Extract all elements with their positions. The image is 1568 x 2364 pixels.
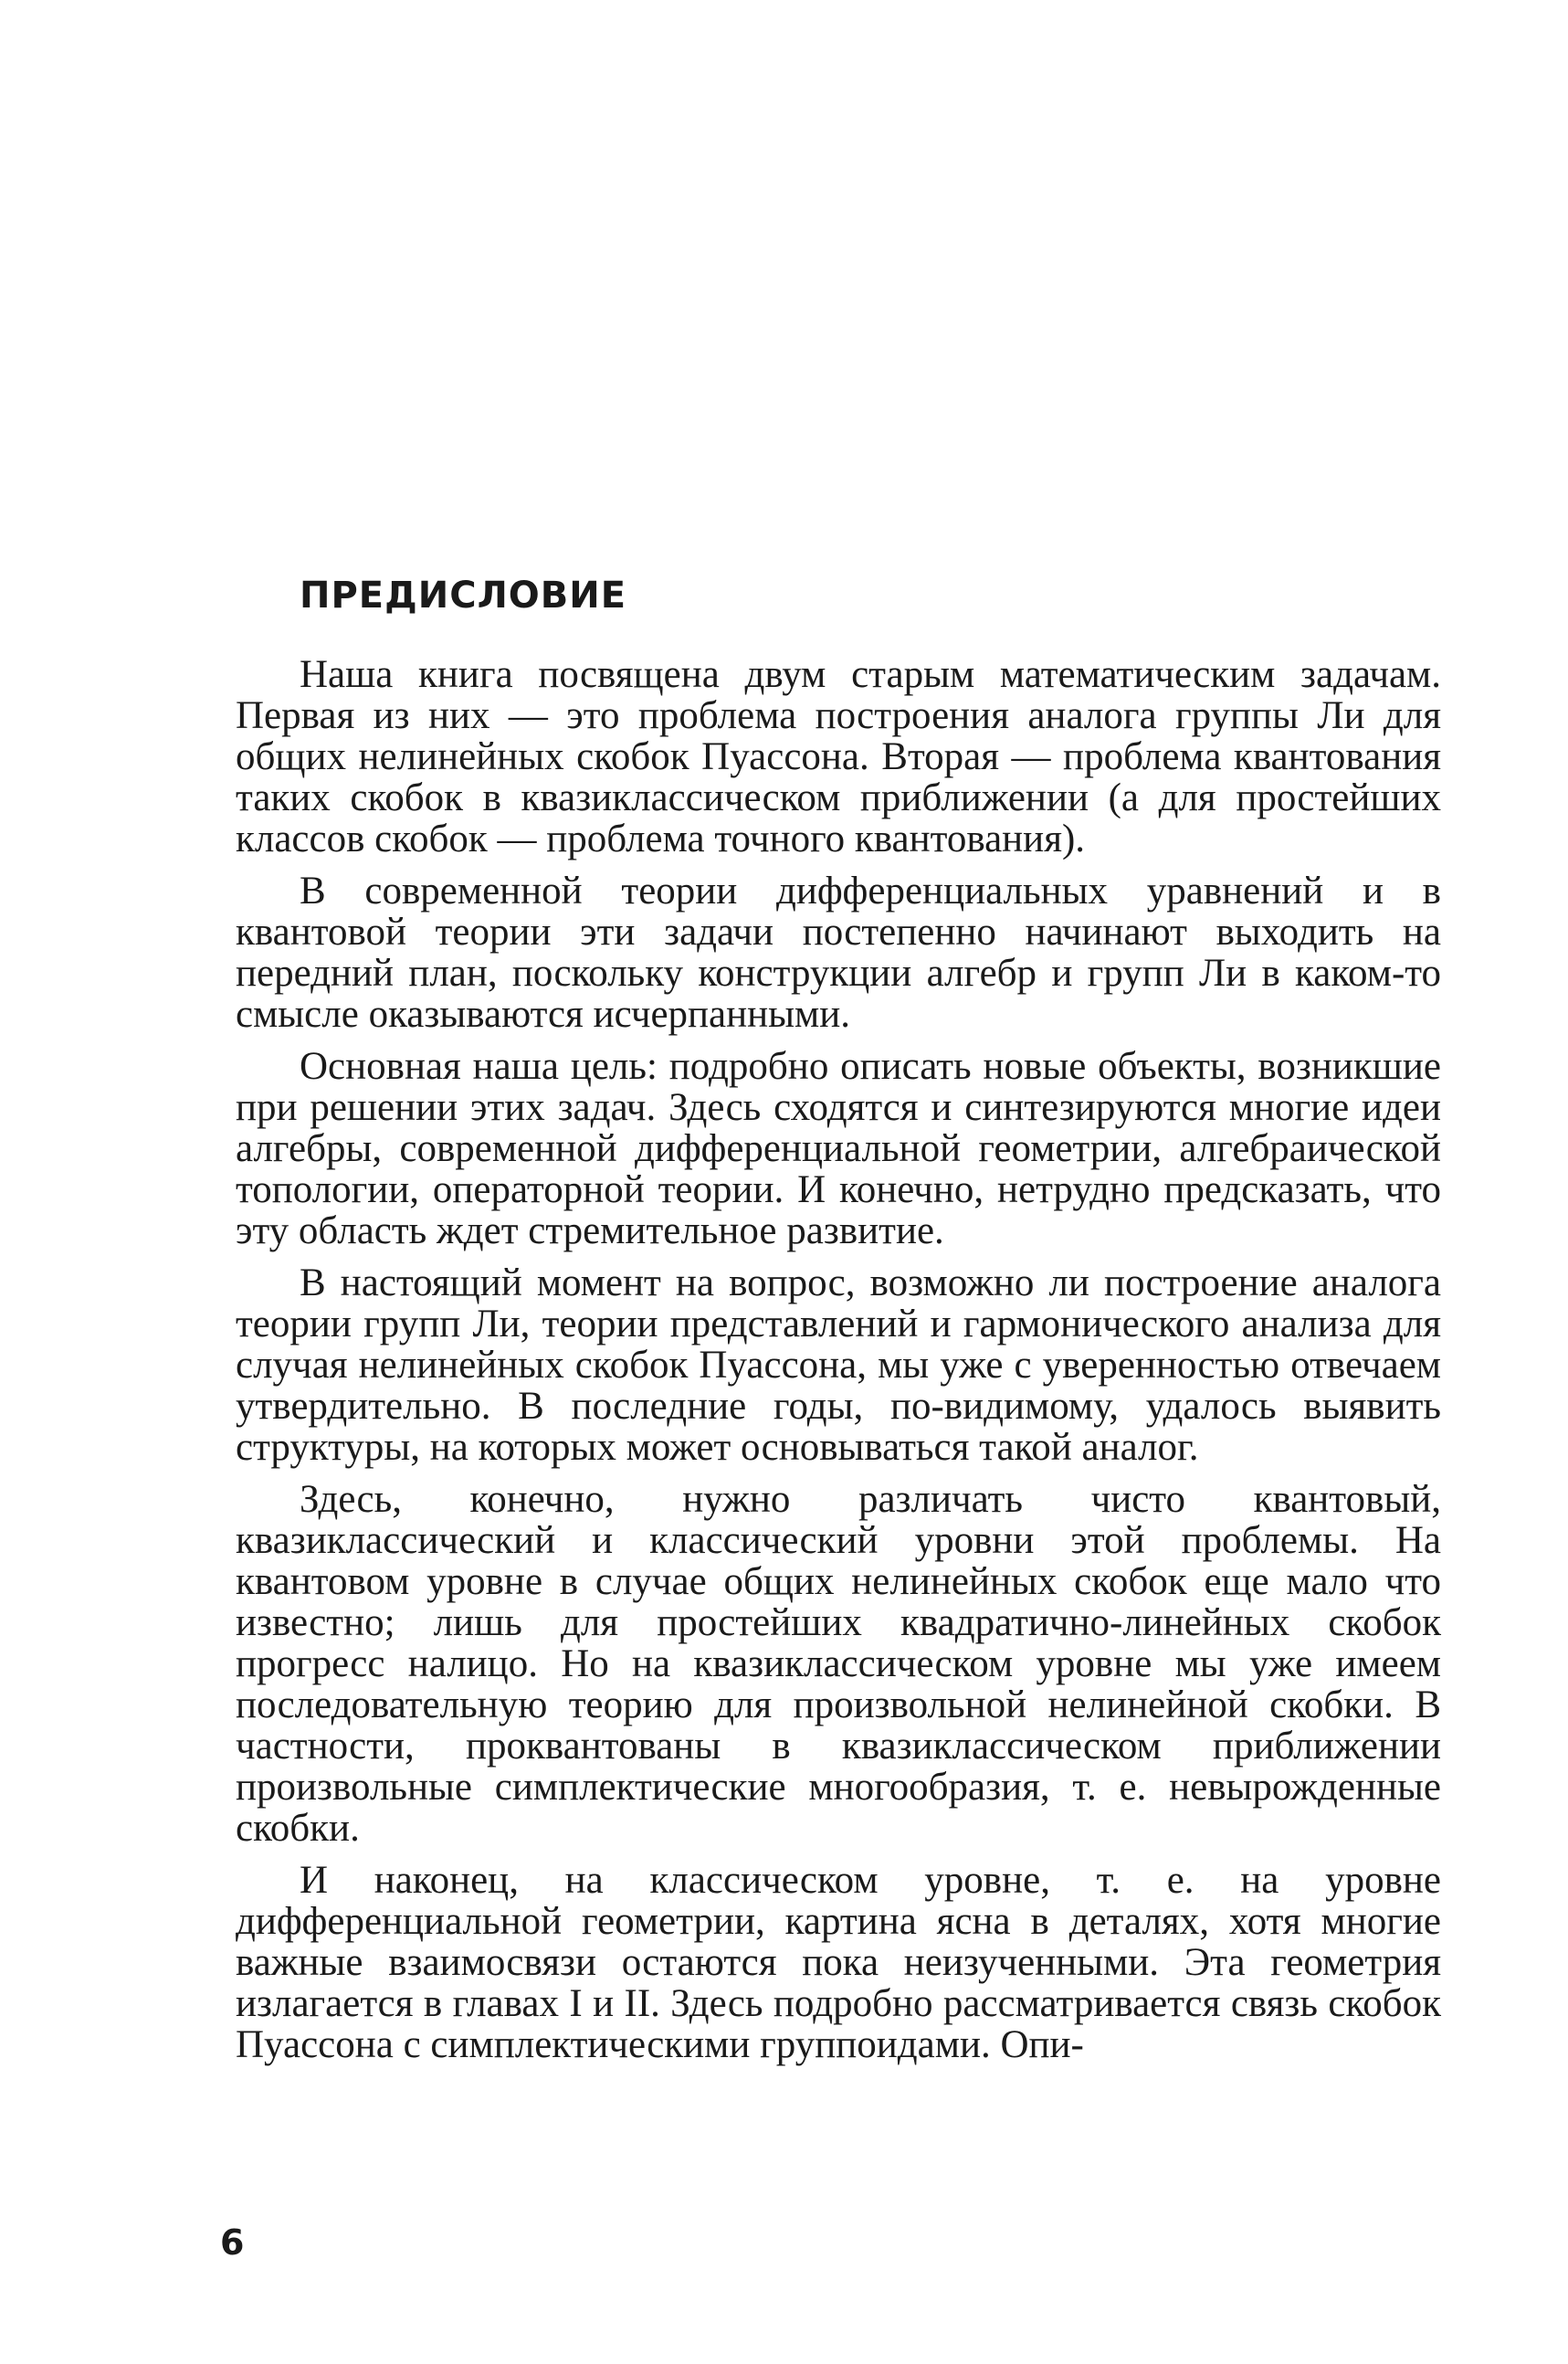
paragraph: Здесь, конечно, нужно различать чисто квантовый, квазиклассический и классический уровни этой проблемы. На квантовом уровне в случае общих нелинейных скобок еще мало что известно; лишь для простейших квадратично-линейных скобок прогресс налицо. Но на квазиклассическом уровне мы уже имеем последовательную теорию для произвольной нелинейной скобки. В частности, проквантованы в квазиклассическом приближении произвольные симплектические многообразия, т. е. невырожденные скобки.: [236, 1478, 1441, 1850]
paragraph: В настоящий момент на вопрос, возможно ли построение аналога теории групп Ли, теории представлений и гармонического анализа для случая нелинейных скобок Пуассона, мы уже с уверенностью отвечаем утвердительно. В последние годы, по-видимому, удалось выявить структуры, на которых может основываться такой аналог.: [236, 1261, 1441, 1469]
paragraph: Основная наша цель: подробно описать новые объекты, возникшие при решении этих задач. Здесь сходятся и синтезируются многие идеи алгебры, современной дифференциальной геометрии, алгебраической топологии, операторной теории. И конечно, нетрудно предсказать, что эту область ждет стремительное развитие.: [236, 1045, 1441, 1252]
page-title: ПРЕДИСЛОВИЕ: [300, 575, 627, 617]
body-text: [236, 654, 1441, 2076]
paragraph: В современной теории дифференциальных уравнений и в квантовой теории эти задачи постепенно начинают выходить на передний план, поскольку конструкции алгебр и групп Ли в каком-то смысле оказываются исчерпанными.: [236, 870, 1441, 1036]
paragraph: И наконец, на классическом уровне, т. е. на уровне дифференциальной геометрии, картина ясна в деталях, хотя многие важные взаимосвязи остаются пока неизученными. Эта геометрия излагается в главах I и II. Здесь подробно рассматривается связь скобок Пуассона с симплектическими группоидами. Опи-: [236, 1859, 1441, 2066]
paragraph: Наша книга посвящена двум старым математическим задачам. Первая из них — это проблема построения аналога группы Ли для общих нелинейных скобок Пуассона. Вторая — проблема квантования таких скобок в квазиклассическом приближении (а для простейших классов скобок — проблема точного квантования).: [236, 653, 1441, 860]
page-number: 6: [220, 2222, 245, 2263]
